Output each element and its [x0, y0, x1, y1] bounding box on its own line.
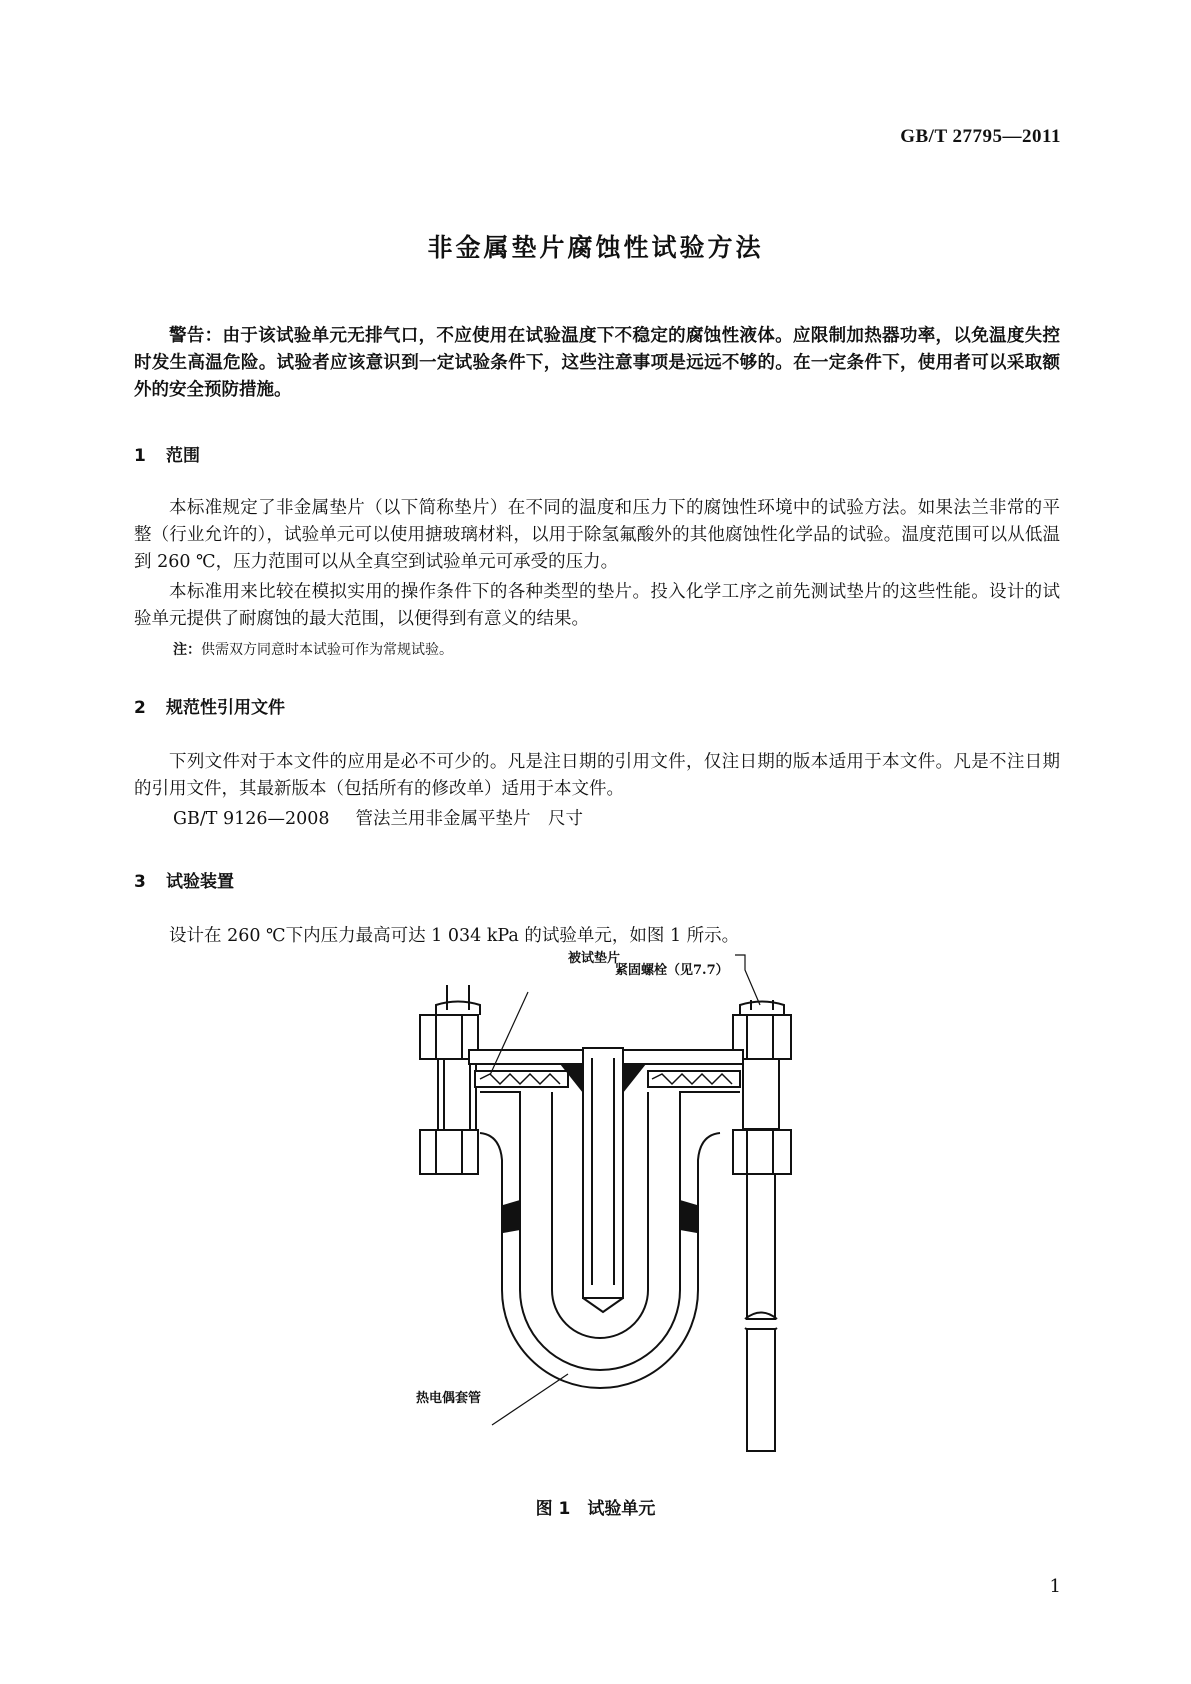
note-label: 注：	[173, 642, 201, 658]
section-number: 2	[134, 698, 146, 718]
section-2-paragraph-1: 下列文件对于本文件的应用是必不可少的。凡是注日期的引用文件，仅注日期的版本适用于本文件。凡是不注日期的引用文件，其最新版本（包括所有的修改单）适用于本文件。	[134, 752, 1060, 799]
thermowell-label: 热电偶套管	[416, 1391, 482, 1406]
section-title: 规范性引用文件	[166, 698, 285, 718]
section-1-paragraph-2: 本标准用来比较在模拟实用的操作条件下的各种类型的垫片。投入化学工序之前先测试垫片的这些性能。设计的试验单元提供了耐腐蚀的最大范围，以便得到有意义的结果。	[134, 582, 1060, 629]
section-title: 试验装置	[166, 872, 234, 892]
section-number: 3	[134, 872, 146, 892]
test-unit-figure	[390, 940, 810, 1480]
section-1-note	[173, 639, 453, 659]
section-3-heading	[134, 867, 234, 892]
right-bolt	[733, 1000, 791, 1451]
section-number: 1	[134, 446, 146, 466]
thermo-leader	[492, 1374, 568, 1425]
section-1-paragraph-1: 本标准规定了非金属垫片（以下简称垫片）在不同的温度和压力下的腐蚀性环境中的试验方法。如果法兰非常的平整（行业允许的），试验单元可以使用搪玻璃材料，以用于除氢氟酸外的其他腐蚀性化学品的试验。温度范围可以从低温到 260 ℃，压力范围可以从全真空到试验单元可承受的压力。	[134, 498, 1060, 572]
standard-code: GB/T 27795—2011	[900, 126, 1061, 147]
document-title: 非金属垫片腐蚀性试验方法	[427, 233, 764, 262]
section-1-heading	[134, 441, 200, 466]
reference-name: 管法兰用非金属平垫片 尺寸	[355, 809, 584, 829]
figure-caption: 图 1 试验单元	[535, 1499, 656, 1519]
note-text: 供需双方同意时本试验可作为常规试验。	[201, 642, 453, 658]
reference-code: GB/T 9126—2008	[173, 809, 330, 829]
normative-reference	[173, 805, 583, 830]
bolt-label: 紧固螺栓（见7.7）	[615, 963, 729, 978]
section-3-paragraph-1: 设计在 260 ℃下内压力最高可达 1 034 kPa 的试验单元，如图 1 所示。	[169, 926, 740, 946]
warning-paragraph: 警告：由于该试验单元无排气口，不应使用在试验温度下不稳定的腐蚀性液体。应限制加热器功率，以免温度失控时发生高温危险。试验者应该意识到一定试验条件下，这些注意事项是远远不够的。在一定条件下，使用者可以采取额外的安全预防措施。	[134, 326, 1060, 400]
page-number: 1	[1049, 1576, 1061, 1597]
bolt-leader	[735, 955, 760, 1005]
gasket-label: 被试垫片	[568, 951, 621, 966]
section-title: 范围	[166, 446, 200, 466]
thermowell	[583, 1048, 623, 1312]
left-bolt	[420, 985, 480, 1174]
section-2-heading	[134, 693, 285, 718]
